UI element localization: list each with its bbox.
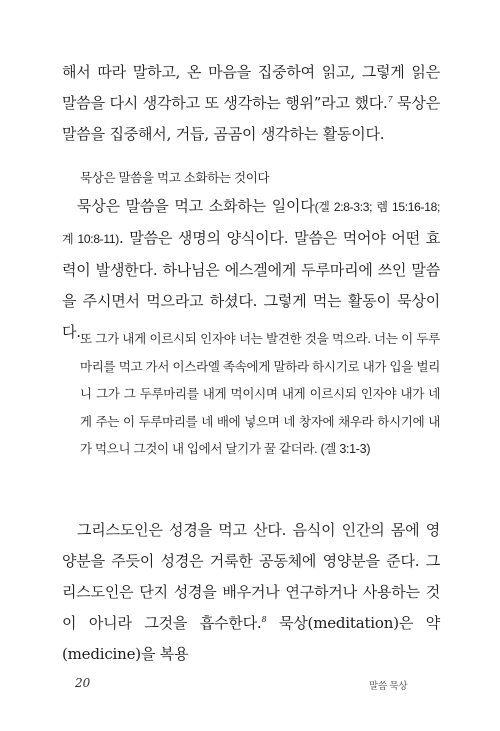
footnote-marker: 7 (387, 95, 393, 104)
footnote-marker: 8 (261, 615, 267, 624)
page-number: 20 (75, 676, 91, 690)
running-footer-title: 말씀 묵상 (369, 681, 408, 692)
section-subheading: 묵상은 말씀을 먹고 소화하는 것이다 (80, 171, 270, 185)
paragraph-text: 해서 따라 말하고, 온 마음을 집중하여 읽고, 그렇게 읽은 말씀을 다시 생각하고 또 생각하는 행위”라고 했다. (62, 63, 440, 112)
block-quote (80, 326, 440, 464)
body-paragraph-1 (62, 57, 440, 150)
paragraph-text: 묵상은 말씀을 먹고 소화하는 일이다 (77, 197, 315, 215)
quote-reference: (겔 3:1-3) (317, 442, 371, 456)
paragraph-text: 그리스도인은 성경을 먹고 산다. 음식이 인간의 몸에 영양분을 주듯이 성경은 거룩한 공동체에 영양분을 준다. 그리스도인은 단지 성경을 배우거나 연구하거나 사용하는 것이 아니라 그것을 흡수한다. (62, 521, 440, 632)
paragraph-text: . 말씀은 생명의 양식이다. 말씀은 먹어야 어떤 효력이 발생한다. 하나님은 에스겔에게 두루마리에 쓰인 말씀을 주시면서 먹으라고 하셨다. 그렇게 먹는 활동이 묵상이다. (62, 229, 440, 341)
body-paragraph-3 (62, 515, 440, 670)
paragraph-text: 묵상(meditation)은 약(medicine)을 복용 (62, 614, 440, 663)
body-paragraph-2 (62, 191, 440, 348)
quote-text: 또 그가 내게 이르시되 인자야 너는 발견한 것을 먹으라. 너는 이 두루마리를 먹고 가서 이스라엘 족속에게 말하라 하시기로 내가 입을 벌리니 그가 그 두루마리를 내게 먹이시며 내게 이르시되 인자야 내가 네게 주는 이 두루마리를 네 배에 넣으며 네 창자에 채우라 하시기에 내가 먹으니 그것이 내 입에서 달기가 꿀 같더라. (80, 332, 440, 456)
scripture-reference: (겔 2:8-3:3; 렘 15:16-18; 계 10:8-11) (62, 200, 440, 246)
paragraph-text: 묵상은 말씀을 집중해서, 거듭, 곰곰이 생각하는 활동이다. (62, 94, 440, 143)
